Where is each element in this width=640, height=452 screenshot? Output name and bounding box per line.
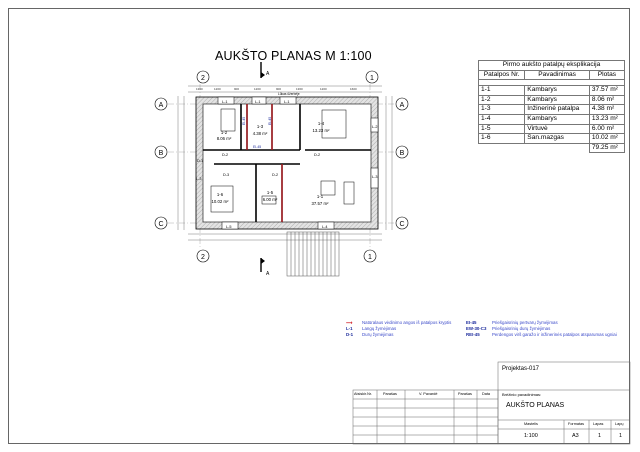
window-tag-l2: L-2 [372,125,378,129]
svg-text:1: 1 [370,75,374,82]
explication-row: 1-5 Virtuvė 6.00 m² [479,124,625,134]
svg-text:2: 2 [201,254,205,261]
door-tag-d2-a: D-2 [222,153,229,157]
window-tag-l1-c: L-1 [284,100,290,104]
explication-row: 1-1 Kambarys 37.57 m² [479,86,625,96]
explication-row: 1-3 Inžinerinė patalpa 4.38 m² [479,105,625,115]
room-1-1-number: 1-1 [316,194,324,199]
room-1-4-number: 1-4 [317,121,325,126]
svg-text:1360: 1360 [196,87,203,91]
meta-header-sheet: Lapas [593,422,604,426]
explication-row: 1-2 Kambarys 8.06 m² [479,95,625,105]
window-tag-l3-a: L-3 [372,175,378,179]
window-tag-l3-b: L-3 [196,177,202,181]
room-1-6-number: 1-6 [216,192,224,197]
top-note: Lūkas ūžerbėje [278,92,300,96]
room-1-2-number: 1-2 [220,130,228,135]
svg-text:1200: 1200 [214,87,221,91]
explication-row: 1-6 San.mazgas 10.02 m² [479,134,625,144]
door-tag-d2-b: D-2 [314,153,321,157]
firewall-tag-1: EI-45 [253,145,262,149]
explication-row: 1-4 Kambarys 13.23 m² [479,114,625,124]
legend-item-fire-resistance: REI-45 Perdengos virš garažo ir inžinerinės patalpos atsparumas ugniai [466,332,617,337]
meta-value-sheets: 1 [619,433,623,439]
svg-text:1: 1 [368,254,372,261]
drawing-title: AUKŠTO PLANAS M 1:100 [215,49,372,63]
window-tag-l5: L-5 [226,225,232,229]
change-header-signature-1: Parašas [383,392,397,396]
door-tag-d1: D-1 [197,159,204,163]
change-header-nr: Atsiskir.Nr. [354,392,372,396]
meta-header-scale: Mastelis [524,422,538,426]
svg-text:C: C [399,221,405,228]
legend-item-ventilation: ⟶ Natūralaus vėdinimo angos iš patalpos kryptis [346,320,452,325]
change-header-date: Data [482,392,491,396]
svg-text:1600: 1600 [350,87,357,91]
meta-value-format: A3 [572,433,579,439]
meta-value-sheet: 1 [598,433,602,439]
room-1-4-area: 13.23 m² [312,128,330,133]
firewall-tag-2: EI-45 [242,116,246,125]
meta-header-sheets: Lapų [615,422,624,426]
svg-text:900: 900 [234,87,240,91]
drawing-name: AUKŠTO PLANAS [506,402,565,409]
svg-text:1200: 1200 [320,87,327,91]
room-1-1-area: 37.57 m² [311,201,329,206]
explication-title: Pirmo aukšto patalpų eksplikacija [479,61,625,71]
project-name: Projektas-017 [502,366,540,372]
change-header-signature-2: Parašas [458,392,472,396]
svg-text:2: 2 [201,75,205,82]
change-header-name: V. Pavardė [419,392,438,396]
svg-text:1360: 1360 [296,87,303,91]
explication-header-nr: Patalpos Nr. [479,70,525,80]
window-tag-l1-b: L-1 [255,100,261,104]
explication-total: 79.25 m² [589,143,624,153]
svg-text:A: A [266,271,270,277]
drawing-name-label: Brėžinio pavadinimas: [502,392,542,397]
svg-text:B: B [158,150,164,157]
door-tag-d3: D-3 [223,173,230,177]
room-1-2-area: 8.06 m² [216,136,232,141]
meta-header-format: Formatas [568,422,585,426]
svg-text:A: A [266,71,270,77]
window-tag-l4: L-4 [322,225,328,229]
room-1-5-area: 6.00 m² [262,197,278,202]
svg-text:B: B [399,150,405,157]
svg-text:C: C [158,221,164,228]
legend-item-doors: D-1 Durų žymėjimas [346,332,394,337]
svg-text:900: 900 [276,87,282,91]
svg-text:1200: 1200 [254,87,261,91]
room-1-3-number: 1-3 [256,124,264,129]
legend-item-firewalls: EI-45 Priešgaisrinių pertvarų žymėjimas [466,320,558,325]
window-tag-l1-a: L-1 [222,100,228,104]
legend-item-windows: L-1 Langų žymėjimas [346,326,397,331]
room-1-3-area: 4.38 m² [252,131,268,136]
room-1-5-number: 1-5 [266,190,274,195]
legend-item-fire-doors: EW-30-C3 Priešgaisrinių durų žymėjimas [466,326,551,331]
room-1-6-area: 10.02 m² [211,199,229,204]
explication-header-area: Plotas [589,70,624,80]
door-tag-d2-c: D-2 [272,173,279,177]
svg-text:A: A [399,102,405,109]
svg-text:A: A [158,102,164,109]
meta-value-scale: 1:100 [524,433,538,439]
explication-header-name: Pavadinimas [525,70,590,80]
firewall-tag-3: EI-45 [268,116,272,125]
